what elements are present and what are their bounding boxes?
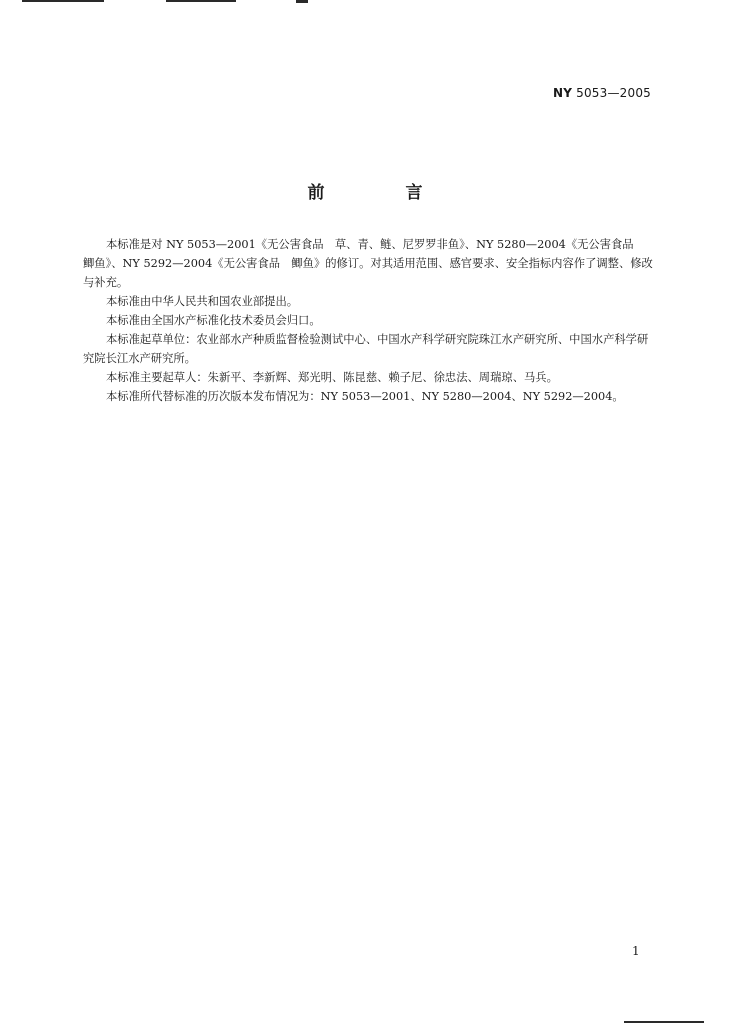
page-number: 1 [632,944,640,958]
paragraph-revision: 本标准是对 NY 5053—2001《无公害食品 草、青、鲢、尼罗罗非鱼》、NY 5280—2004《无公害食品 鲫鱼》、NY 5292—2004《无公害食品 鲫鱼》的修订。对其适用范围、感官要求、安全指标内容作了调整、修改与补充。 [83,238,653,289]
standard-code-prefix: NY [552,86,573,100]
standard-code [553,86,651,100]
page-title: 前 言 [307,183,455,203]
paragraph-drafters: 本标准主要起草人：朱新平、李新辉、郑光明、陈昆慈、赖子尼、徐忠法、周瑞琼、马兵。 [106,371,558,384]
scan-artifact-top-3 [296,0,308,3]
standard-code-number: 5053—2005 [576,86,651,100]
paragraph-replaced-versions: 本标准所代替标准的历次版本发布情况为：NY 5053—2001、NY 5280—2004、NY 5292—2004。 [106,390,624,403]
foreword-body [83,235,655,406]
scan-artifact-top-1 [22,0,104,2]
scan-artifact-bottom [624,1021,704,1023]
paragraph-drafting-units: 本标准起草单位：农业部水产种质监督检验测试中心、中国水产科学研究院珠江水产研究所、中国水产科学研究院长江水产研究所。 [83,333,649,365]
paragraph-committee: 本标准由全国水产标准化技术委员会归口。 [106,314,321,327]
scan-artifact-top-2 [166,0,236,2]
paragraph-proposer: 本标准由中华人民共和国农业部提出。 [106,295,299,308]
